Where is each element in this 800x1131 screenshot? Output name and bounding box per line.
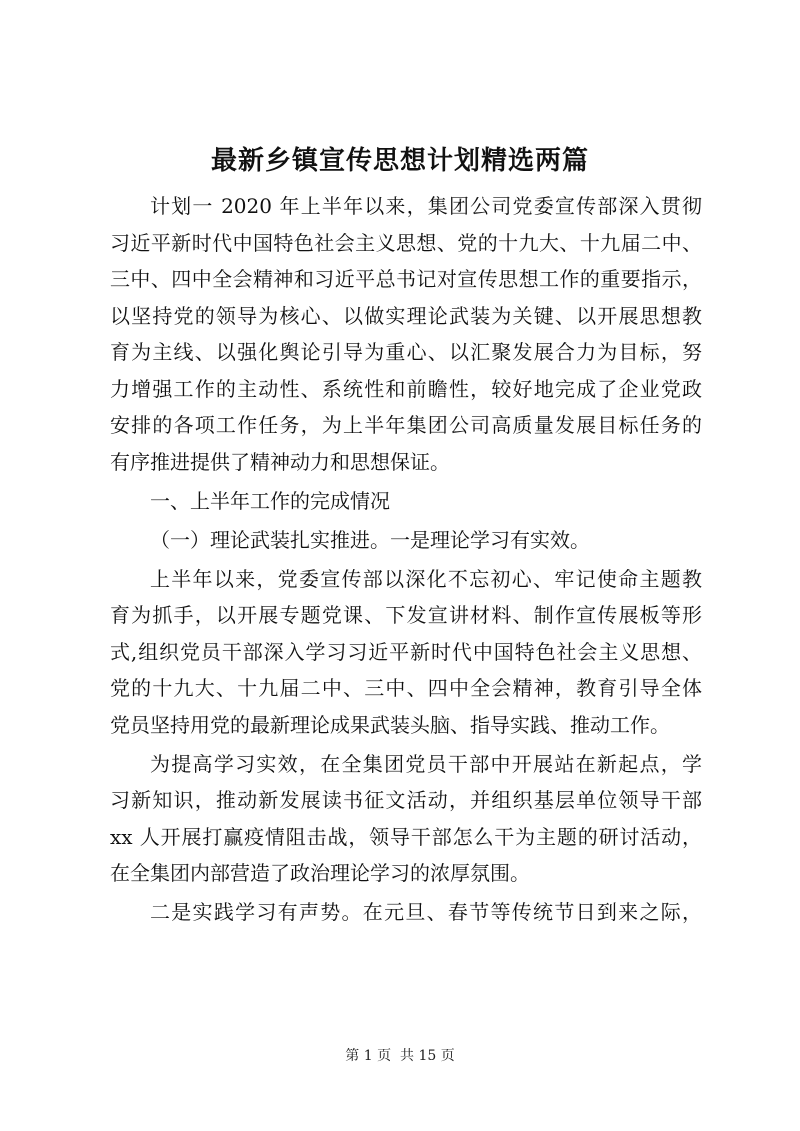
document-body (110, 188, 702, 931)
paragraph-line: 安排的各项工作任务，为上半年集团公司高质量发展目标任务的 (110, 413, 702, 437)
paragraph-line: 习近平新时代中国特色社会主义思想、党的十九大、十九届二中、 (110, 230, 702, 255)
paragraph (110, 746, 702, 892)
paragraph-line: 育为主线、以强化舆论引导为重心、以汇聚发展合力为目标，努 (110, 340, 702, 364)
page-number-label: 第 1 页 共 15 页 (345, 1048, 455, 1064)
paragraph (110, 522, 702, 559)
paragraph-line: 党员坚持用党的最新理论成果武装头脑、指导实践、推动工作。 (110, 712, 670, 737)
paragraph-line: （一）理论武装扎实推进。一是理论学习有实效。 (150, 527, 590, 552)
paragraph (110, 894, 702, 931)
paragraph-line: 育为抓手，以开展专题党课、下发宣讲材料、制作宣传展板等形 (110, 603, 702, 627)
paragraph-line: 党的十九大、十九届二中、三中、四中全会精神，教育引导全体 (110, 676, 702, 700)
paragraph (110, 188, 702, 480)
paragraph-line: 二是实践学习有声势。在元旦、春节等传统节日到来之际， (150, 900, 702, 924)
paragraph (110, 561, 702, 744)
page-footer (0, 1045, 800, 1065)
paragraph-line: 计划一 2020 年上半年以来，集团公司党委宣传部深入贯彻 (150, 194, 702, 218)
paragraph-line: 三中、四中全会精神和习近平总书记对宣传思想工作的重要指示， (110, 267, 702, 291)
paragraph-line: xx 人开展打赢疫情阻击战，领导干部怎么干为主题的研讨活动， (110, 824, 702, 849)
paragraph (110, 483, 702, 520)
paragraph-line: 习新知识，推动新发展读书征文活动，并组织基层单位领导干部 (110, 788, 702, 812)
paragraph-line: 上半年以来，党委宣传部以深化不忘初心、牢记使命主题教 (150, 566, 702, 591)
paragraph-line: 一、上半年工作的完成情况 (150, 488, 390, 513)
paragraph-line: 力增强工作的主动性、系统性和前瞻性，较好地完成了企业党政 (110, 376, 702, 401)
document-title: 最新乡镇宣传思想计划精选两篇 (210, 146, 589, 176)
paragraph-line: 以坚持党的领导为核心、以做实理论武装为关键、以开展思想教 (110, 303, 702, 328)
paragraph-line: 有序推进提供了精神动力和思想保证。 (110, 449, 450, 474)
paragraph-line: 在全集团内部营造了政治理论学习的浓厚氛围。 (110, 861, 530, 885)
paragraph-line: 式,组织党员干部深入学习习近平新时代中国特色社会主义思想、 (110, 639, 702, 664)
paragraph-line: 为提高学习实效，在全集团党员干部中开展站在新起点，学 (150, 751, 702, 776)
